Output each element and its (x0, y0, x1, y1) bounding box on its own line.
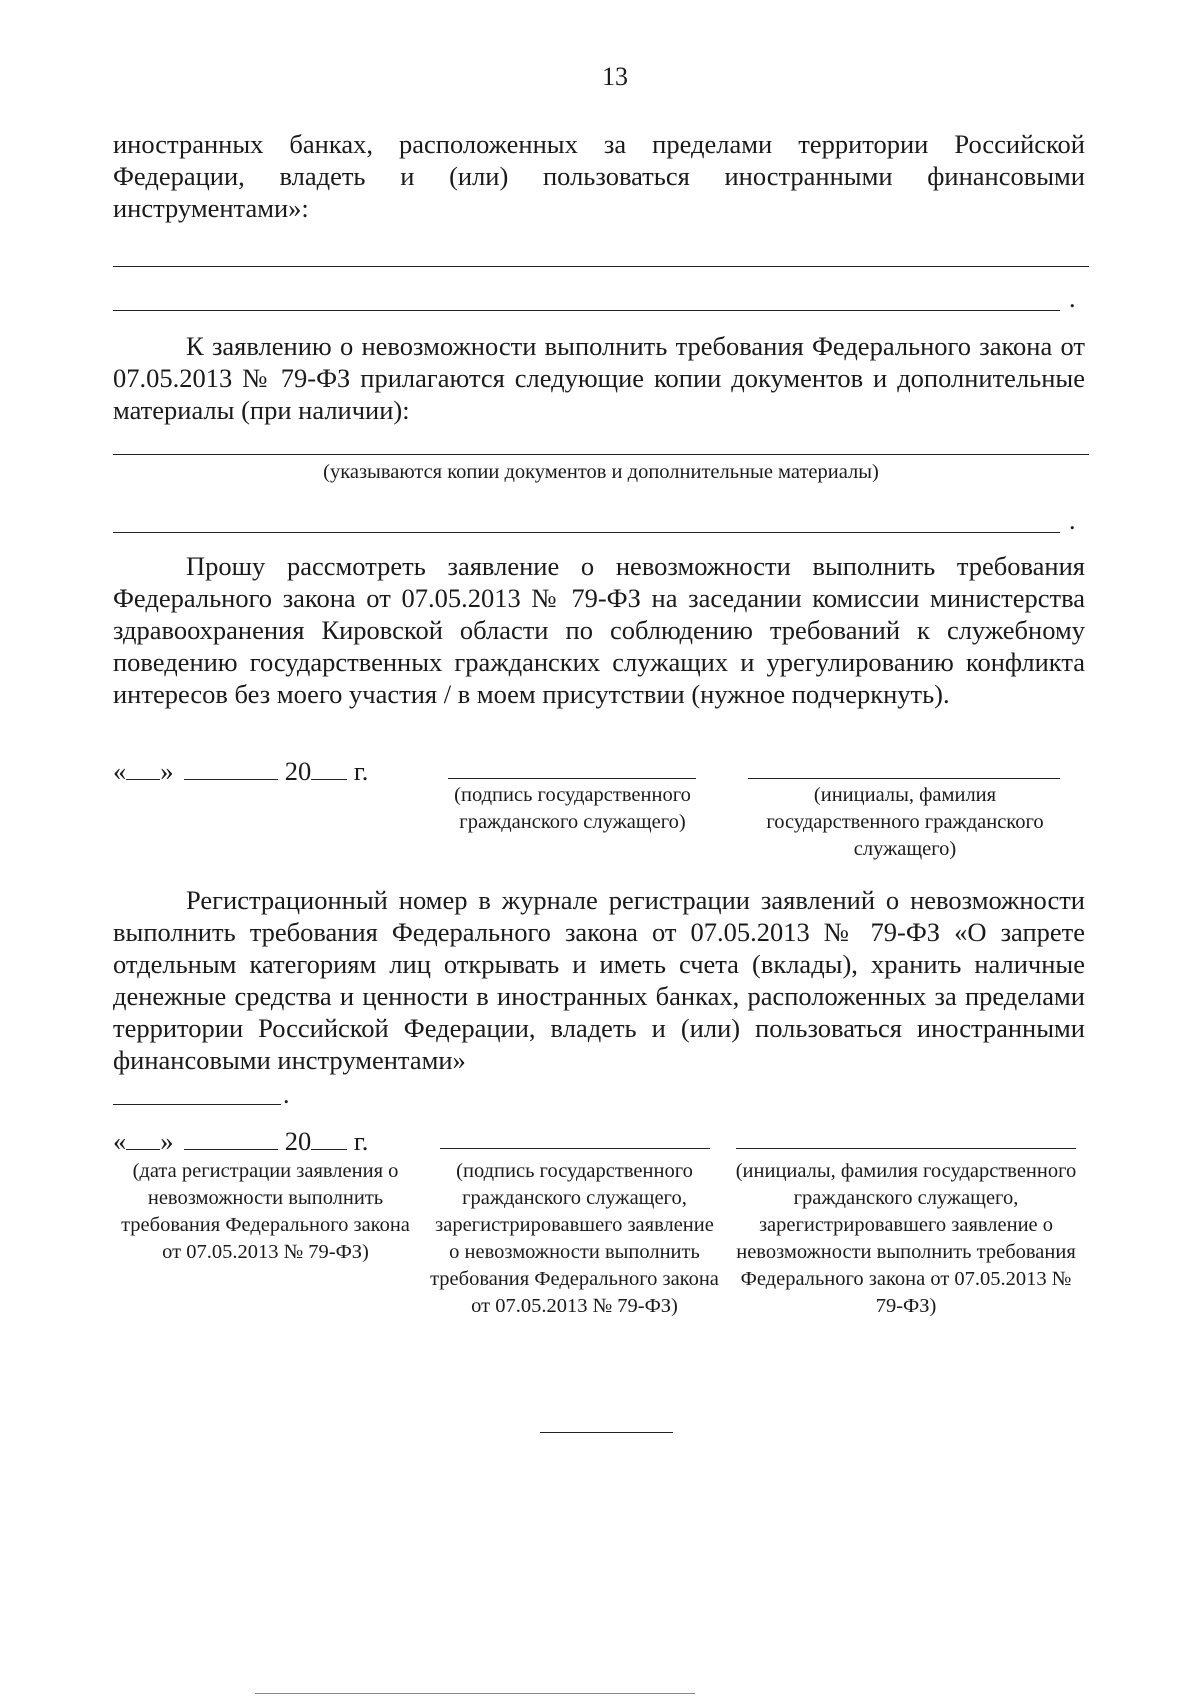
intro-paragraph: иностранных банках, расположенных за пределами территории Российской Федерации, владеть и (или) пользоваться иностранными финансовыми инструментами»: (113, 129, 1085, 223)
page-number: 13 (602, 62, 628, 91)
day-blank (126, 1127, 160, 1150)
name-caption-1: (инициалы, фамилия государственного гражданского служащего) (766, 784, 1044, 860)
year-blank (311, 1127, 347, 1150)
attachments-line-end-mark: . (1069, 506, 1076, 535)
registration-end-mark: . (283, 1080, 290, 1109)
scan-edge-line (255, 1693, 695, 1694)
fill-line-1 (113, 266, 1089, 267)
end-separator (540, 1432, 673, 1433)
fill-line-end-mark: . (1069, 284, 1076, 313)
date-field-2 (113, 1126, 368, 1157)
attachments-line-2 (113, 532, 1060, 533)
name-line-2 (736, 1148, 1076, 1149)
year-suffix: г. (353, 1126, 369, 1156)
registration-number-line (113, 1104, 281, 1105)
signature-caption-2: (подпись государственного гражданского служащего, зарегистрировавшего заявление о невозможности выполнить требования Федерального закона от 07.05.2013 № 79-ФЗ) (430, 1160, 719, 1317)
signature-line-1 (448, 778, 696, 779)
request-paragraph: Прошу рассмотреть заявление о невозможности выполнить требования Федерального закона от 07.05.2013 № 79-ФЗ на заседании комиссии министерства здравоохранения Кировской области по соблюдению требований к служебному поведению государственных гражданских служащих и урегулированию конфликта интересов без моего участия / в моем присутствии (нужное подчеркнуть). (113, 551, 1085, 709)
attachments-caption: (указываются копии документов и дополнительные материалы) (323, 461, 879, 483)
fill-line-2 (113, 310, 1060, 311)
date-close-quote: » (160, 756, 174, 786)
year-prefix: 20 (284, 1126, 312, 1156)
signature-line-2 (440, 1148, 710, 1149)
attachments-paragraph: К заявлению о невозможности выполнить требования Федерального закона от 07.05.2013 № 79-ФЗ прилагаются следующие копии документов и дополнительные материалы (при наличии): (113, 331, 1085, 425)
month-blank (184, 757, 278, 780)
date-field-1 (113, 756, 368, 787)
date-open-quote: « (113, 1126, 127, 1156)
date-open-quote: « (113, 756, 127, 786)
attachments-line (113, 454, 1089, 455)
name-line-1 (748, 778, 1060, 779)
date-caption-2: (дата регистрации заявления о невозможности выполнить требования Федерального закона от 07.05.2013 № 79-ФЗ) (121, 1160, 410, 1263)
month-blank (184, 1127, 278, 1150)
registration-paragraph: Регистрационный номер в журнале регистрации заявлений о невозможности выполнить требования Федерального закона от 07.05.2013 № 79-ФЗ «О запрете отдельным категориям лиц открывать и иметь счета (вклады), хранить наличные денежные средства и ценности в иностранных банках, расположенных за пределами территории Российской Федерации, владеть и (или) пользоваться иностранными финансовыми инструментами» (113, 885, 1085, 1075)
signature-caption-1: (подпись государственного гражданского служащего) (454, 784, 691, 833)
name-caption-2: (инициалы, фамилия государственного гражданского служащего, зарегистрировавшего заявление о невозможности выполнить требования Федерального закона от 07.05.2013 № 79-ФЗ) (735, 1160, 1077, 1317)
year-prefix: 20 (284, 756, 312, 786)
year-blank (311, 757, 347, 780)
date-close-quote: » (160, 1126, 174, 1156)
year-suffix: г. (353, 756, 369, 786)
day-blank (126, 757, 160, 780)
